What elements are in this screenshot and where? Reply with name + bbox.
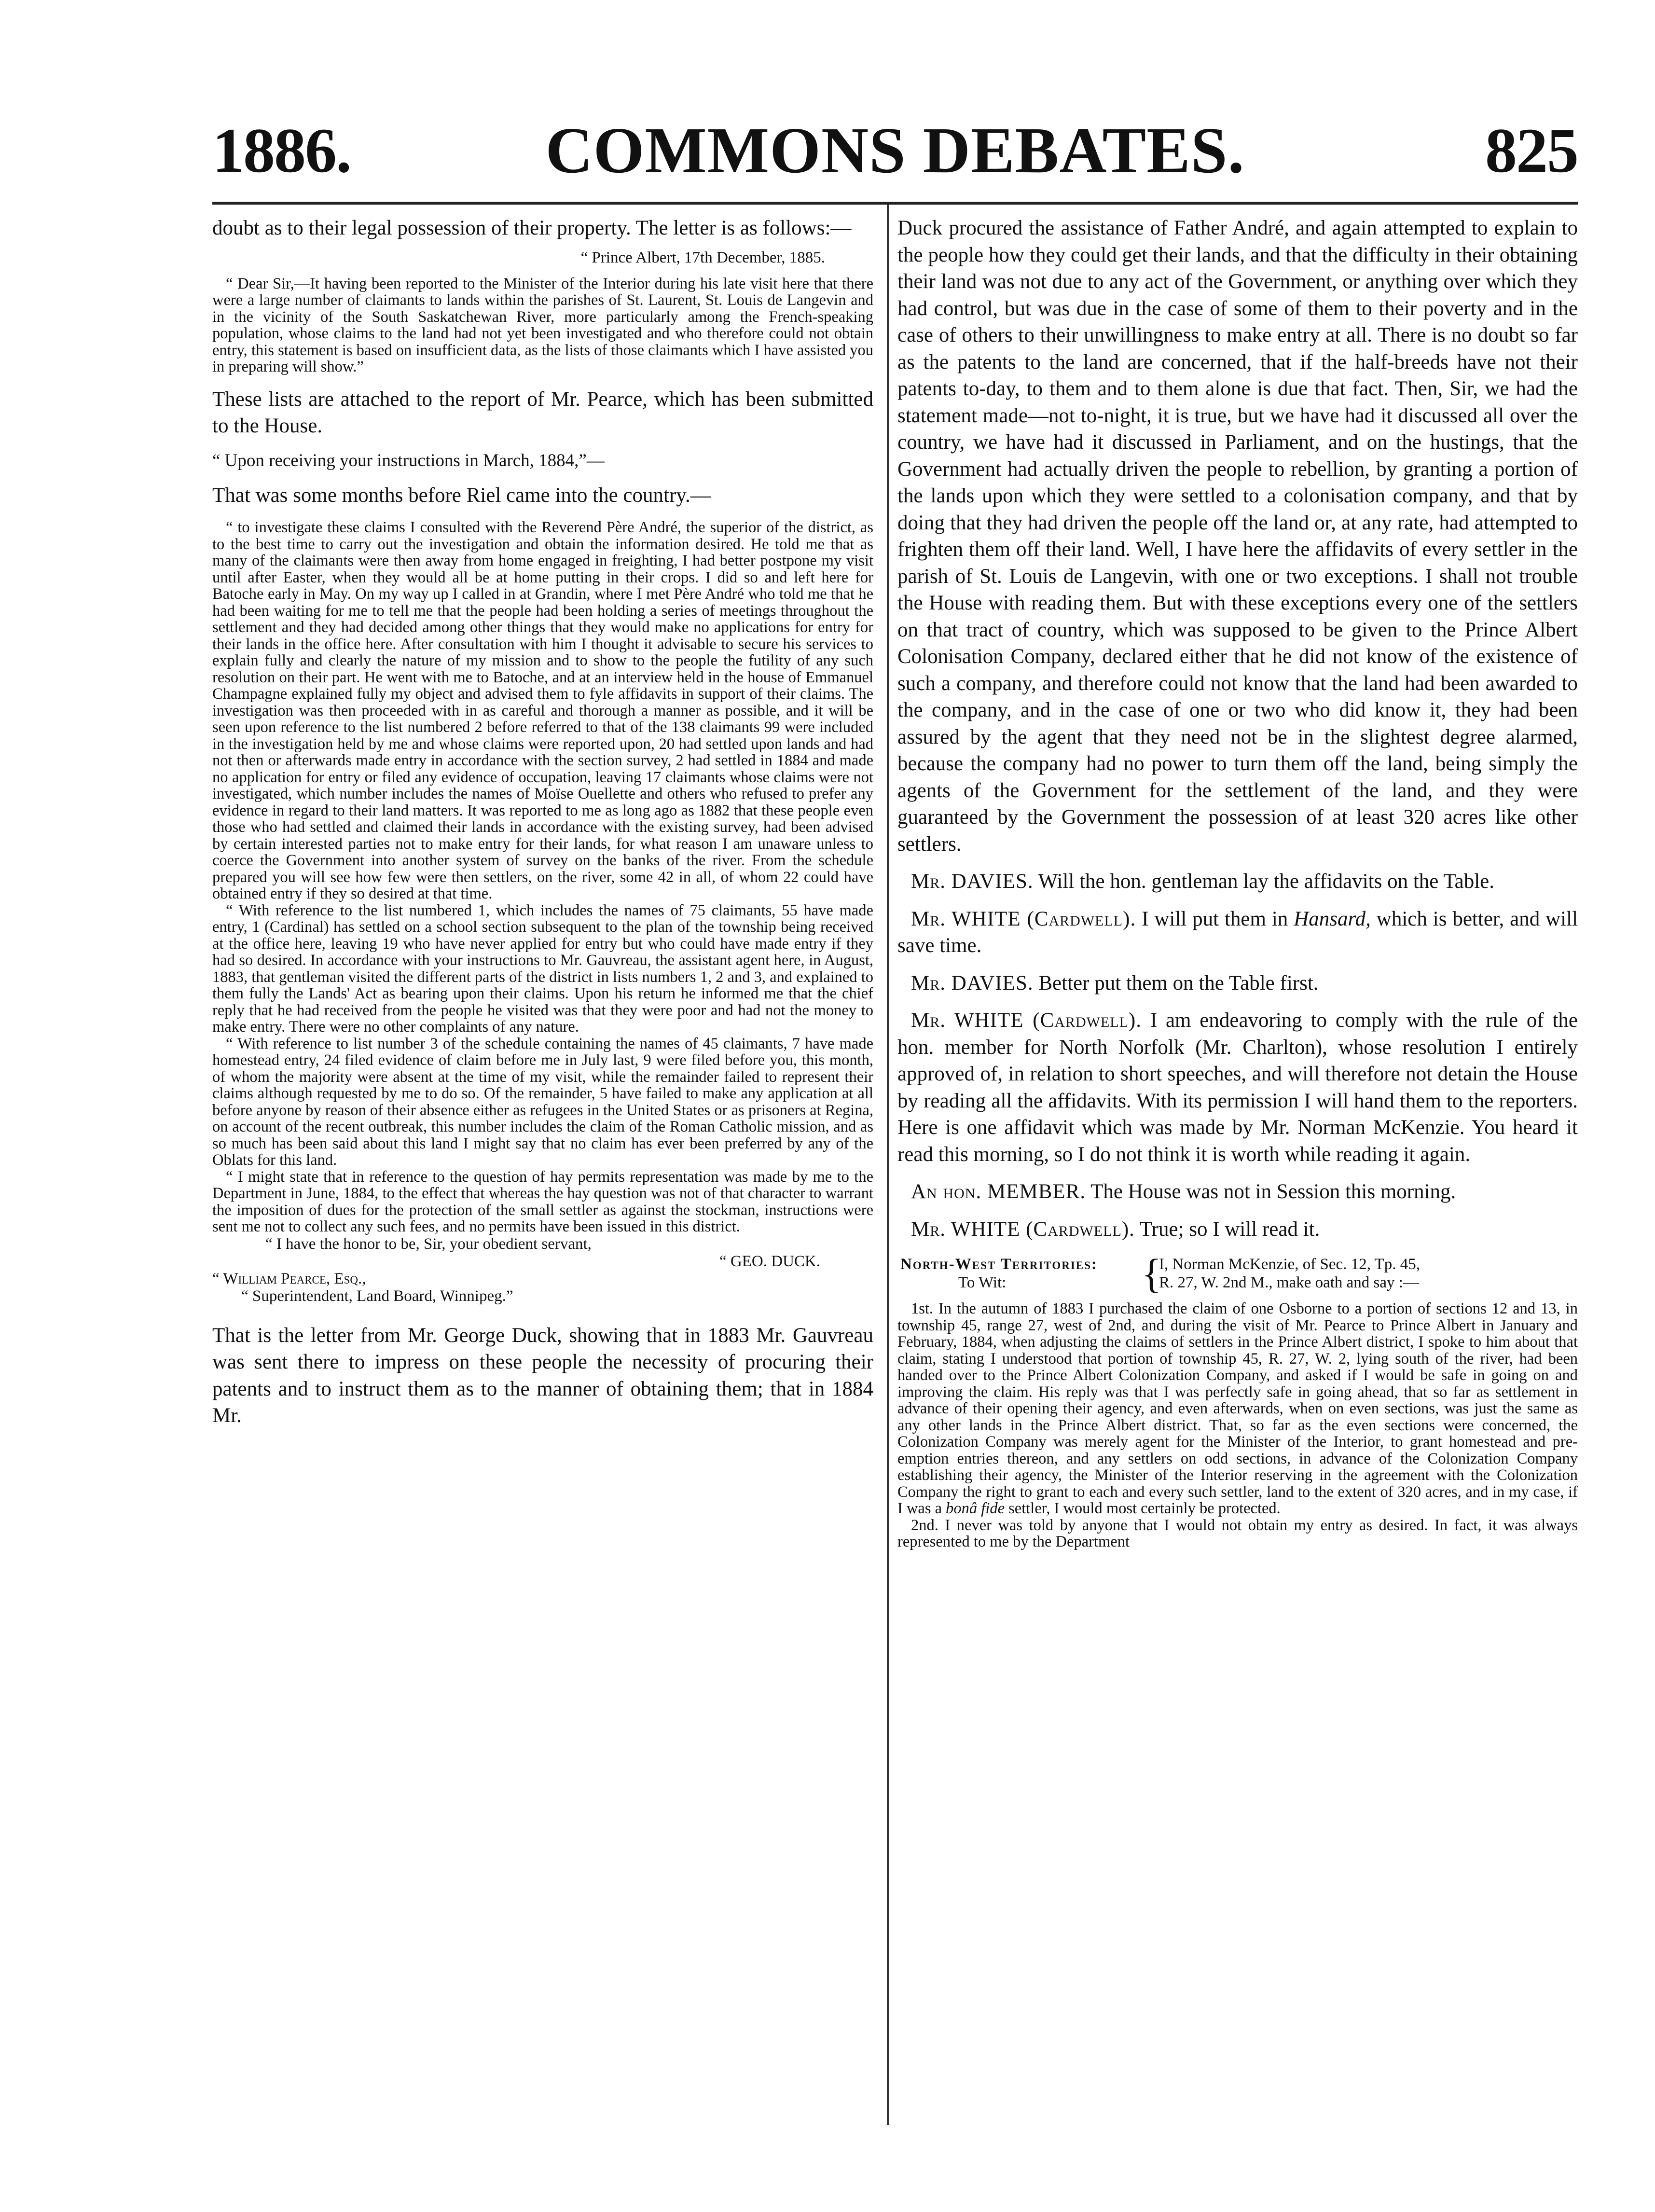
- letter-addressee-title: “ Superintendent, Land Board, Winnipeg.”: [241, 1287, 513, 1305]
- quoted-letter: “ I might state that in reference to the question of hay permits representation was made by me to the Department in June, 1884, to the effect that whereas the hay question was not of that character to warrant the imposition of dues for the protection of the small settler as against the stockman, instructions were sent me not to collect any such fees, and no permits have been issued in this district.: [212, 1168, 873, 1235]
- column-divider: [887, 205, 889, 2125]
- affidavit-heading: [897, 1250, 1578, 1297]
- speaker-name: Mr. WHITE (Cardwell).: [911, 1217, 1135, 1241]
- speech: [897, 868, 1578, 895]
- quoted-letter: “ With reference to the list numbered 1, which includes the names of 75 claimants, 55 have made entry, 1 (Cardinal) has settled on a school section subsequent to the plan of the township being received at the office here, leaving 19 who have never applied for entry but who could have made entry if they had so desired. In accordance with your instructions to Mr. Gauvreau, the assistant agent here, in August, 1883, that gentleman visited the different parts of the district in lists numbers 1, 2 and 3, and explained to them fully the Lands' Act as bearing upon their claims. Upon his return he informed me that the chief reply that he had received from the people he visited was that they were poor and had not the money to make entry. There were no other complaints of any nature.: [212, 901, 873, 1036]
- running-title: COMMONS DEBATES.: [545, 114, 1245, 187]
- letter-signature: “ GEO. DUCK.: [719, 1252, 820, 1270]
- speaker-name: Mr. DAVIES.: [911, 870, 1034, 893]
- header-year: 1886.: [212, 115, 351, 186]
- speech: [897, 1178, 1578, 1205]
- quoted-line: “ Upon receiving your instructions in March, 1884,”—: [212, 450, 605, 470]
- speech: [897, 906, 1578, 959]
- paragraph: That is the letter from Mr. George Duck, showing that in 1883 Mr. Gauvreau was sent there to impress on these people the necessity of procuring their patents and to instruct them as to the manner of obtaining them; that in 1884 Mr.: [212, 1324, 873, 1427]
- speech: [897, 1007, 1578, 1168]
- quoted-letter: “ With reference to list number 3 of the schedule containing the names of 45 claimants, 7 have made homestead entry, 24 filed evidence of claim before me in July last, 9 were filed before you, this month, of whom the majority were absent at the time of my visit, while the remainder failed to represent their claims although requested by me to do so. Of the remainder, 5 have failed to make any application at all before anyone by reason of their absence either as refugees in the United States or as prisoners at Regina, on account of the recent outbreak, this number includes the claim of the Roman Catholic mission, and as so much has been said about this land I might say that no claim has ever been preferred by any of the Oblats for this land.: [212, 1035, 873, 1169]
- speech: [897, 970, 1578, 997]
- speaker-name: An hon. MEMBER.: [911, 1180, 1086, 1203]
- right-column: [897, 215, 1578, 1550]
- speech-text: Will the hon. gentleman lay the affidavits on the Table.: [1038, 870, 1495, 893]
- quoted-letter: “ Dear Sir,—It having been reported to the Minister of the Interior during his late visit here that there were a large number of claimants to lands within the parishes of St. Laurent, St. Louis de Langevin and in the vicinity of the South Saskatchewan River, more particularly among the French-speaking population, whose claims to the land had not yet been investigated and who therefore could not obtain entry, this statement is based on insufficient data, as the lists of those claimants which I have assisted you in preparing will show.”: [212, 275, 873, 375]
- speech: [897, 1216, 1578, 1243]
- speaker-name: Mr. DAVIES.: [911, 971, 1034, 995]
- affidavit-clause: 1st. In the autumn of 1883 I purchased the claim of one Osborne to a portion of sections 12 and 13, in township 45, range 27, west of 2nd, and during the visit of Mr. Pearce to Prince Albert in January and February, 1884, when adjusting the claims of settlers in the Prince Albert district, I spoke to him about that claim, stating I understood that portion of township 45, R. 27, W. 2, lying south of the river, had been handed over to the Prince Albert Colonization Company, and asked if I would be safe in going on and improving the claim. His reply was that I was perfectly safe in going ahead, that so far as settlement in advance of their opening their agency, and even afterwards, when on even sections, was just the same as any other lands in the Prince Albert district. That, so far as the even sections were concerned, the Colonization Company was merely agent for the Minister of the Interior, to grant homestead and pre-emption entries thereon, and any settlers on odd sections, in advance of the Colonization Company establishing their agency, the Minister of the Interior reserving in the agreement with the Colonization Company the right to grant to each and every such settler, land to the extent of 320 acres, and in my case, if I was a bonâ fide settler, I would most certainly be protected.: [897, 1300, 1578, 1517]
- page-number: 825: [1485, 115, 1578, 186]
- letter-closing: “ I have the honor to be, Sir, your obedient servant,: [265, 1235, 592, 1253]
- speech-text: The House was not in Session this morning.: [1090, 1180, 1456, 1203]
- brace-glyph: {: [1142, 1250, 1162, 1297]
- paragraph: That was some months before Riel came into the country.—: [212, 484, 711, 507]
- speech-text: True; so I will read it.: [1139, 1217, 1320, 1241]
- speaker-name: Mr. WHITE (Cardwell).: [911, 1009, 1142, 1032]
- letter-addressee: “ William Pearce, Esq.,: [212, 1270, 366, 1287]
- left-column: [212, 215, 873, 1429]
- speech-text: I am endeavoring to comply with the rule of the hon. member for North Norfolk (Mr. Charlton), whose resolution I entirely approved of, in relation to short speeches, and will therefore not detain the House by reading all the affidavits. With its permission I will hand them to the reporters. Here is one affidavit which was made by Mr. Norman McKenzie. You heard it read this morning, so I do not think it is worth while reading it again.: [897, 1009, 1578, 1166]
- jurisdiction-label: North-West Territories:: [900, 1256, 1098, 1273]
- speech-text: which is better, and will save time.: [897, 907, 1578, 957]
- affidavit-intro-line: R. 27, W. 2nd M., make oath and say :—: [1159, 1274, 1419, 1291]
- affidavit-intro-line: I, Norman McKenzie, of Sec. 12, Tp. 45,: [1159, 1256, 1421, 1273]
- speech-text: I will put them in: [1142, 907, 1288, 930]
- speech-text: Better put them on the Table first.: [1038, 971, 1319, 995]
- header-rule: [212, 202, 1578, 205]
- affidavit-clause: 2nd. I never was told by anyone that I would not obtain my entry as desired. In fact, it was always represented to me by the Department: [897, 1516, 1578, 1550]
- page-header: [212, 102, 1578, 199]
- letter-dateline: “ Prince Albert, 17th December, 1885.: [580, 249, 825, 266]
- paragraph: These lists are attached to the report of Mr. Pearce, which has been submitted to the House.: [212, 387, 873, 437]
- quoted-letter: “ to investigate these claims I consulted with the Reverend Père André, the superior of the district, as to the best time to carry out the investigation and obtain the information desired. He told me that as many of the claimants were then away from home engaged in freighting, I had better postpone my visit until after Easter, when they would all be at home putting in their crops. I did so and left here for Batoche early in May. On my way up I called in at Grandin, where I met Père André who told me that he had been waiting for me to tell me that the people had been holding a series of meetings throughout the settlement and they had decided among other things that they would make no applications for entry for their lands in the office here. After consultation with him I thought it advisable to secure his services to explain fully and clearly the nature of my mission and to show to the people the futility of any such resolution on their part. He went with me to Batoche, and at an interview held in the house of Emmanuel Champagne explained fully my object and advised them to fyle affidavits in support of their claims. The investigation was then proceeded with in as careful and thorough a manner as possible, and it will be seen upon reference to the list numbered 2 before referred to that of the 138 claimants 99 were included in the investigation held by me and whose claims were reported upon, 20 had settled upon lands and had not then or afterwards made entry in accordance with the section survey, 2 had settled in 1884 and made no application for entry or filed any evidence of occupation, leaving 17 claimants whose claims were not investigated, which number includes the names of Moïse Ouellette and others who refused to prefer any evidence in regard to their land matters. It was reported to me as long ago as 1882 that these people even those who had settled and claimed their lands in accordance with the existing survey, had been advised by certain interested parties not to make entry for their lands, for what reason I am unaware unless to coerce the Government into another system of survey on the banks of the river. From the schedule prepared you will see how few were then settlers, on the river, some 42 in all, of whom 22 could have obtained entry if they so desired at that time.: [212, 519, 873, 902]
- speaker-name: Mr. WHITE (Cardwell).: [911, 907, 1136, 930]
- to-wit-label: To Wit:: [958, 1274, 1007, 1291]
- paragraph: doubt as to their legal possession of their property. The letter is as follows:—: [212, 217, 852, 239]
- affidavit-italic: bonâ fide: [946, 1500, 1005, 1517]
- paragraph: Duck procured the assistance of Father André, and again attempted to explain to the people how they could get their lands, and that the difficulty in their obtaining their land was not due to any act of the Government, or anything over which they had control, but was due in the case of some of them to their poverty and in the case of others to their unwillingness to make entry at all. There is no doubt so far as the patents to the land are concerned, that if the half-breeds have not their patents to-day, to them and to them alone is due that fact. Then, Sir, we had the statement made—not to-night, it is true, but we have had it discussed all over the country, we have had it discussed in Parliament, and on the hustings, that the Government had actually driven the people to rebellion, by granting a portion of the lands upon which they were settled to a colonisation company, and that by doing that they had driven the people off the land or, at any rate, had attempted to frighten them off their land. Well, I have here the affidavits of every settler in the parish of St. Louis de Langevin, with one or two exceptions. I shall not trouble the House with reading them. But with these exceptions every one of the settlers on that tract of country, which was supposed to be given to the Prince Albert Colonisation Company, declared either that he did not know of the existence of such a company, and therefore could not know that the land had been awarded to the company, and in the case of one or two who did know it, they had been assured by the agent that they need not be in the slightest degree alarmed, because the company had no power to turn them off the land, being simply the agents of the Government for the settlement of the land, and they were guaranteed by the Government the possession of at least 320 acres like other settlers.: [897, 217, 1578, 856]
- speech-italic: Hansard,: [1294, 907, 1371, 930]
